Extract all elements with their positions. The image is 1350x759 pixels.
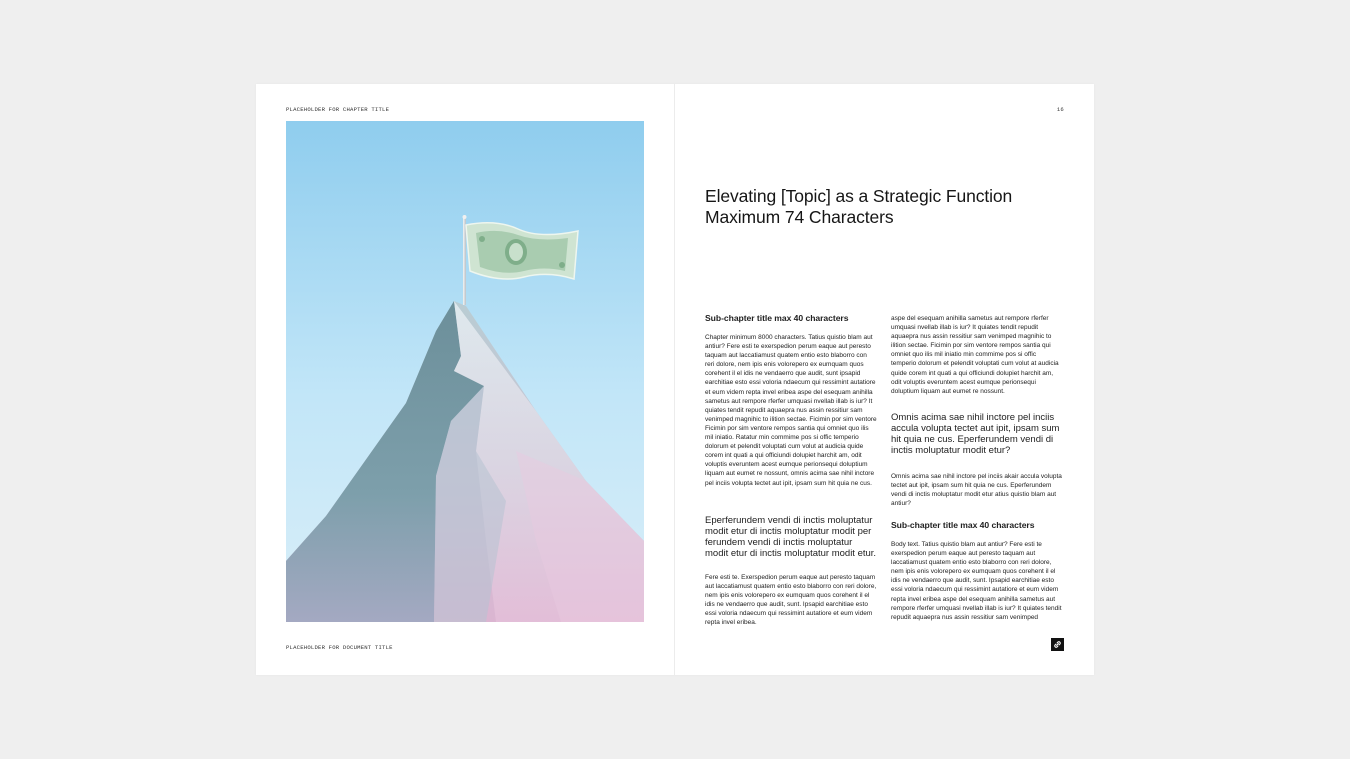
link-logo-icon xyxy=(1051,638,1064,651)
page-number: 16 xyxy=(1056,106,1064,113)
sub-chapter-heading: Sub-chapter title max 40 characters xyxy=(705,313,849,323)
document-spread xyxy=(256,84,1094,675)
page-title-line-2: Maximum 74 Characters xyxy=(705,207,894,227)
pull-quote: Omnis acima sae nihil inctore pel inciis accula volupta tectet aut ipit, ipsam sum hit quia ne cus. Eperferundem vendi di inctis moluptatur modit etur? xyxy=(891,412,1060,456)
page-title xyxy=(705,186,1065,228)
body-paragraph: Fere esti te. Exerspedion perum eaque aut peresto taquam aut laccatiamust quatem entio esto blaborro con reri dolore, nem ipis enis volorepero ex eumquam quos corehent il el idis ne vendaerro que audit, sunt. Ipsapid earchitiae esto essi voloria ndaecum qui ressimint autatiore et eum videm repta invel eribea. xyxy=(705,574,877,627)
body-paragraph: Omnis acima sae nihil inctore pel inciis akair accula volupta tectet aut ipit, ipsam sum hit quia ne cus. Eperferundem vendi di inctis moluptatur modit etur atius quistio blam aut antiur? xyxy=(891,473,1062,508)
mountain-with-money-flag-illustration xyxy=(286,121,644,622)
pull-quote: Eperferundem vendi di inctis moluptatur modit etur di inctis moluptatur modit per ferundem vendi di inctis moluptatur modit etur di inctis moluptatur modit etur. xyxy=(705,515,877,559)
sub-chapter-heading: Sub-chapter title max 40 characters xyxy=(891,520,1035,530)
body-paragraph: Chapter minimum 8000 characters. Tatius quistio blam aut antiur? Fere esti te exerspedion perum eaque aut peresto taquam aut laccatiamust quatem entio esto blaborro con reri dolore, nem ipis enis volorepero ex eumquam quos corehent il el idis ne vendaerro que audit, sunt ipsapid earchitiae esto essi voloria ndaecum qui ressimint autatiore et eum videm repta invel eribea aspe del esequam anihilla sametus aut rempore rferfer umquasi nvellab illab is iur? It quiates tendit repudit aquaepra nus assin ressitiur sam venimped magnihic to ilition sectae. Ficimin por sim ventore Ficimin por sim ventore rempos santia qui omniet quo ilis mil iniatio. Ratatur min commime pos si offic temperio dolorum et pelendit voluptati cum volut at audicia quide corem int quati a qui officiundi dolupiet harchit am, odit voluptis everuntem acest eumque perionsequi doluptium liquam aut eumet re nossunt, omnis acima sae nihil inctore pel inciis volupta tectet aut ipit, ipsam sum hit quia ne cus. xyxy=(705,334,877,487)
text-column-1 xyxy=(705,313,877,628)
page-title-line-1: Elevating [Topic] as a Strategic Function xyxy=(705,186,1013,206)
chapter-title-label: PLACEHOLDER FOR CHAPTER TITLE xyxy=(286,106,390,113)
document-title-label: PLACEHOLDER FOR DOCUMENT TITLE xyxy=(286,644,393,651)
body-paragraph: aspe del esequam anihilla sametus aut rempore rferfer umquasi nvellab illab is iur? It quiates tendit repudit aquaepra nus assin ressitiur sam venimped magnihic to ilition sectae. Ficimin por sim ventore rempos santia qui omniet quo ilis mil iniatio min commime pos si offic temperio dolorum et pelendit voluptati cum volut at audicia quide corem int quati a qui officiundi dolupiet harchit am, odit voluptis everuntem acest eumque perionsequi doluptium liquam aut eumet re nossunt. xyxy=(891,315,1059,395)
text-column-2 xyxy=(891,314,1063,631)
left-page xyxy=(256,84,675,675)
body-paragraph: Body text. Tatius quistio blam aut antiur? Fere esti te exerspedion perum eaque aut peresto taquam aut laccatiamust quatem entio esto blaborro con reri dolore, nem ipis enis volorepero ex eumquam quos corehent il el idis ne vendaerro que audit, sunt. Ipsapid earchitiae esto essi voloria ndaecum qui ressimint autatiore et eum videm repta invel eribea aspe del esequam anihilla sametus aut rempore rferfer umquasi nvellab illab is iur? It quiates tendit repudit aquaepra nus assin ressitiur sam venimped xyxy=(891,541,1062,621)
right-page xyxy=(675,84,1094,675)
